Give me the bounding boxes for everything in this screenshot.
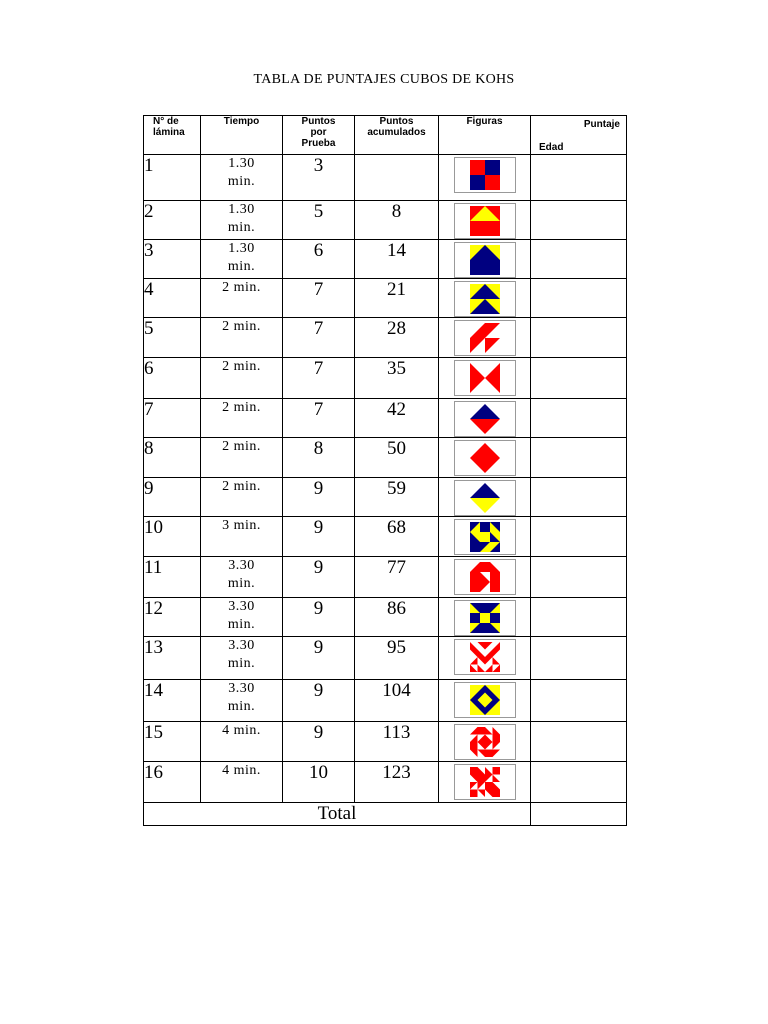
puntos-prueba-cell: 3 xyxy=(283,155,355,201)
table-row xyxy=(144,279,627,318)
table-row xyxy=(144,358,627,399)
lamina-cell: 10 xyxy=(144,517,201,557)
figura-cell xyxy=(439,318,531,358)
puntos-acumulados-cell: 59 xyxy=(355,478,439,517)
figura-frame xyxy=(454,440,516,476)
figura-frame xyxy=(454,401,516,437)
header-tiempo xyxy=(201,116,283,155)
table-row xyxy=(144,722,627,762)
puntaje-edad-cell xyxy=(531,722,627,762)
tiempo-line: 1.30 xyxy=(228,241,255,256)
tiempo-line: 4 min. xyxy=(222,763,261,778)
puntaje-edad-cell xyxy=(531,762,627,803)
figura-cell xyxy=(439,438,531,478)
header-lamina xyxy=(144,116,201,155)
kohs-score-table xyxy=(143,115,627,826)
tiempo-line: 1.30 xyxy=(228,202,255,217)
puntos-acumulados-cell: 21 xyxy=(355,279,439,318)
table-row xyxy=(144,557,627,598)
kohs-figure-1-icon xyxy=(470,160,500,190)
figura-frame xyxy=(454,360,516,396)
figura-frame xyxy=(454,480,516,516)
figura-frame xyxy=(454,281,516,317)
figura-cell xyxy=(439,598,531,637)
lamina-cell: 5 xyxy=(144,318,201,358)
puntos-acumulados-cell: 77 xyxy=(355,557,439,598)
table-row xyxy=(144,598,627,637)
puntaje-edad-cell xyxy=(531,557,627,598)
puntos-acumulados-cell: 113 xyxy=(355,722,439,762)
figura-frame xyxy=(454,764,516,800)
lamina-cell: 3 xyxy=(144,240,201,279)
table-row xyxy=(144,201,627,240)
figura-frame xyxy=(454,600,516,636)
puntos-prueba-cell: 8 xyxy=(283,438,355,478)
tiempo-cell xyxy=(201,478,283,517)
kohs-figure-16-icon xyxy=(470,767,500,797)
puntos-prueba-cell: 7 xyxy=(283,279,355,318)
puntos-prueba-cell: 7 xyxy=(283,399,355,438)
tiempo-cell xyxy=(201,279,283,318)
tiempo-line: min. xyxy=(227,656,256,671)
tiempo-cell xyxy=(201,201,283,240)
header-puntaje: Puntaje xyxy=(583,119,620,130)
header-lamina-line1: N° de xyxy=(153,116,179,127)
kohs-figure-3-icon xyxy=(470,245,500,275)
table-row xyxy=(144,155,627,201)
header-puntaje-edad xyxy=(531,116,627,155)
figura-frame xyxy=(454,559,516,595)
header-puntos-acumulados xyxy=(355,116,439,155)
lamina-cell: 16 xyxy=(144,762,201,803)
puntaje-edad-cell xyxy=(531,240,627,279)
puntos-acumulados-cell: 8 xyxy=(355,201,439,240)
puntos-acumulados-cell: 95 xyxy=(355,637,439,680)
tiempo-cell xyxy=(201,438,283,478)
header-pp-line2: por xyxy=(310,127,327,138)
kohs-figure-15-icon xyxy=(470,727,500,757)
figura-frame xyxy=(454,157,516,193)
tiempo-cell xyxy=(201,762,283,803)
tiempo-cell xyxy=(201,399,283,438)
lamina-cell: 9 xyxy=(144,478,201,517)
page-title: TABLA DE PUNTAJES CUBOS DE KOHS xyxy=(253,72,515,87)
header-puntos-prueba xyxy=(283,116,355,155)
tiempo-line: 2 min. xyxy=(222,479,261,494)
kohs-figure-13-icon xyxy=(470,642,500,672)
figura-cell xyxy=(439,240,531,279)
kohs-figure-9-icon xyxy=(470,483,500,513)
total-label: Total xyxy=(144,803,531,826)
tiempo-cell xyxy=(201,722,283,762)
puntos-prueba-cell: 9 xyxy=(283,680,355,722)
tiempo-cell xyxy=(201,637,283,680)
lamina-cell: 12 xyxy=(144,598,201,637)
puntaje-edad-cell xyxy=(531,201,627,240)
tiempo-cell xyxy=(201,517,283,557)
figura-frame xyxy=(454,682,516,718)
header-tiempo-label: Tiempo xyxy=(223,116,260,127)
puntos-acumulados-cell xyxy=(355,155,439,201)
header-figuras xyxy=(439,116,531,155)
lamina-cell: 7 xyxy=(144,399,201,438)
puntos-acumulados-cell: 86 xyxy=(355,598,439,637)
puntos-prueba-cell: 9 xyxy=(283,517,355,557)
tiempo-line: 4 min. xyxy=(222,723,261,738)
kohs-figure-5-icon xyxy=(470,323,500,353)
kohs-figure-8-icon xyxy=(470,443,500,473)
tiempo-cell xyxy=(201,318,283,358)
tiempo-cell xyxy=(201,598,283,637)
puntos-acumulados-cell: 42 xyxy=(355,399,439,438)
tiempo-line: min. xyxy=(227,259,256,274)
puntos-prueba-cell: 9 xyxy=(283,478,355,517)
kohs-figure-2-icon xyxy=(470,206,500,236)
figura-frame xyxy=(454,203,516,239)
header-pp-line1: Puntos xyxy=(301,116,336,127)
tiempo-line: 3.30 xyxy=(228,638,255,653)
tiempo-line: 3 min. xyxy=(222,518,261,533)
puntaje-edad-cell xyxy=(531,517,627,557)
table-row xyxy=(144,762,627,803)
kohs-figure-12-icon xyxy=(470,603,500,633)
lamina-cell: 2 xyxy=(144,201,201,240)
tiempo-line: 2 min. xyxy=(222,439,261,454)
table-row xyxy=(144,680,627,722)
kohs-figure-14-icon xyxy=(470,685,500,715)
figura-frame xyxy=(454,320,516,356)
puntos-acumulados-cell: 35 xyxy=(355,358,439,399)
puntos-prueba-cell: 9 xyxy=(283,637,355,680)
header-figuras-label: Figuras xyxy=(466,116,503,127)
header-edad: Edad xyxy=(539,142,564,153)
tiempo-line: 3.30 xyxy=(228,558,255,573)
puntos-acumulados-cell: 104 xyxy=(355,680,439,722)
figura-cell xyxy=(439,478,531,517)
puntos-prueba-cell: 5 xyxy=(283,201,355,240)
table-row xyxy=(144,637,627,680)
header-pa-line1: Puntos xyxy=(379,116,414,127)
header-lamina-line2: lámina xyxy=(153,127,185,138)
figura-frame xyxy=(454,519,516,555)
figura-cell xyxy=(439,358,531,399)
puntos-acumulados-cell: 14 xyxy=(355,240,439,279)
figura-cell xyxy=(439,279,531,318)
lamina-cell: 1 xyxy=(144,155,201,201)
puntaje-edad-cell xyxy=(531,478,627,517)
table-row xyxy=(144,517,627,557)
figura-cell xyxy=(439,762,531,803)
lamina-cell: 4 xyxy=(144,279,201,318)
puntaje-edad-cell xyxy=(531,637,627,680)
kohs-figure-11-icon xyxy=(470,562,500,592)
figura-frame xyxy=(454,242,516,278)
lamina-cell: 11 xyxy=(144,557,201,598)
puntos-acumulados-cell: 68 xyxy=(355,517,439,557)
puntaje-edad-cell xyxy=(531,438,627,478)
lamina-cell: 6 xyxy=(144,358,201,399)
puntos-prueba-cell: 6 xyxy=(283,240,355,279)
figura-cell xyxy=(439,399,531,438)
puntos-prueba-cell: 9 xyxy=(283,557,355,598)
table-body xyxy=(144,155,627,803)
tiempo-line: 2 min. xyxy=(222,400,261,415)
lamina-cell: 15 xyxy=(144,722,201,762)
total-value-cell xyxy=(531,803,627,826)
puntaje-edad-cell xyxy=(531,399,627,438)
table-row xyxy=(144,438,627,478)
tiempo-cell xyxy=(201,240,283,279)
puntos-prueba-cell: 10 xyxy=(283,762,355,803)
total-row xyxy=(144,803,627,826)
puntaje-edad-cell xyxy=(531,358,627,399)
figura-cell xyxy=(439,155,531,201)
kohs-figure-4-icon xyxy=(470,284,500,314)
puntos-acumulados-cell: 123 xyxy=(355,762,439,803)
puntos-prueba-cell: 7 xyxy=(283,358,355,399)
table-row xyxy=(144,318,627,358)
tiempo-line: min. xyxy=(227,699,256,714)
lamina-cell: 14 xyxy=(144,680,201,722)
figura-frame xyxy=(454,639,516,675)
figura-cell xyxy=(439,557,531,598)
puntaje-edad-cell xyxy=(531,318,627,358)
tiempo-line: 3.30 xyxy=(228,599,255,614)
kohs-figure-10-icon xyxy=(470,522,500,552)
puntaje-edad-cell xyxy=(531,279,627,318)
figura-cell xyxy=(439,201,531,240)
lamina-cell: 8 xyxy=(144,438,201,478)
header-pp-line3: Prueba xyxy=(301,138,336,149)
table-row xyxy=(144,478,627,517)
header-pa-line2: acumulados xyxy=(367,127,426,138)
tiempo-line: 3.30 xyxy=(228,681,255,696)
tiempo-line: min. xyxy=(227,617,256,632)
tiempo-cell xyxy=(201,557,283,598)
puntaje-edad-cell xyxy=(531,598,627,637)
figura-cell xyxy=(439,637,531,680)
puntaje-edad-cell xyxy=(531,680,627,722)
kohs-figure-6-icon xyxy=(470,363,500,393)
tiempo-cell xyxy=(201,680,283,722)
tiempo-cell xyxy=(201,358,283,399)
kohs-figure-7-icon xyxy=(470,404,500,434)
puntos-prueba-cell: 9 xyxy=(283,722,355,762)
figura-cell xyxy=(439,517,531,557)
puntos-acumulados-cell: 50 xyxy=(355,438,439,478)
table-row xyxy=(144,399,627,438)
table-row xyxy=(144,240,627,279)
tiempo-line: 2 min. xyxy=(222,280,261,295)
puntos-prueba-cell: 7 xyxy=(283,318,355,358)
tiempo-line: min. xyxy=(227,220,256,235)
header-row xyxy=(144,116,627,155)
figura-cell xyxy=(439,680,531,722)
puntos-prueba-cell: 9 xyxy=(283,598,355,637)
tiempo-line: min. xyxy=(227,174,256,189)
puntaje-edad-cell xyxy=(531,155,627,201)
figura-frame xyxy=(454,724,516,760)
tiempo-line: 2 min. xyxy=(222,359,261,374)
figura-cell xyxy=(439,722,531,762)
lamina-cell: 13 xyxy=(144,637,201,680)
tiempo-line: min. xyxy=(227,576,256,591)
tiempo-line: 1.30 xyxy=(228,156,255,171)
tiempo-line: 2 min. xyxy=(222,319,261,334)
tiempo-cell xyxy=(201,155,283,201)
puntos-acumulados-cell: 28 xyxy=(355,318,439,358)
